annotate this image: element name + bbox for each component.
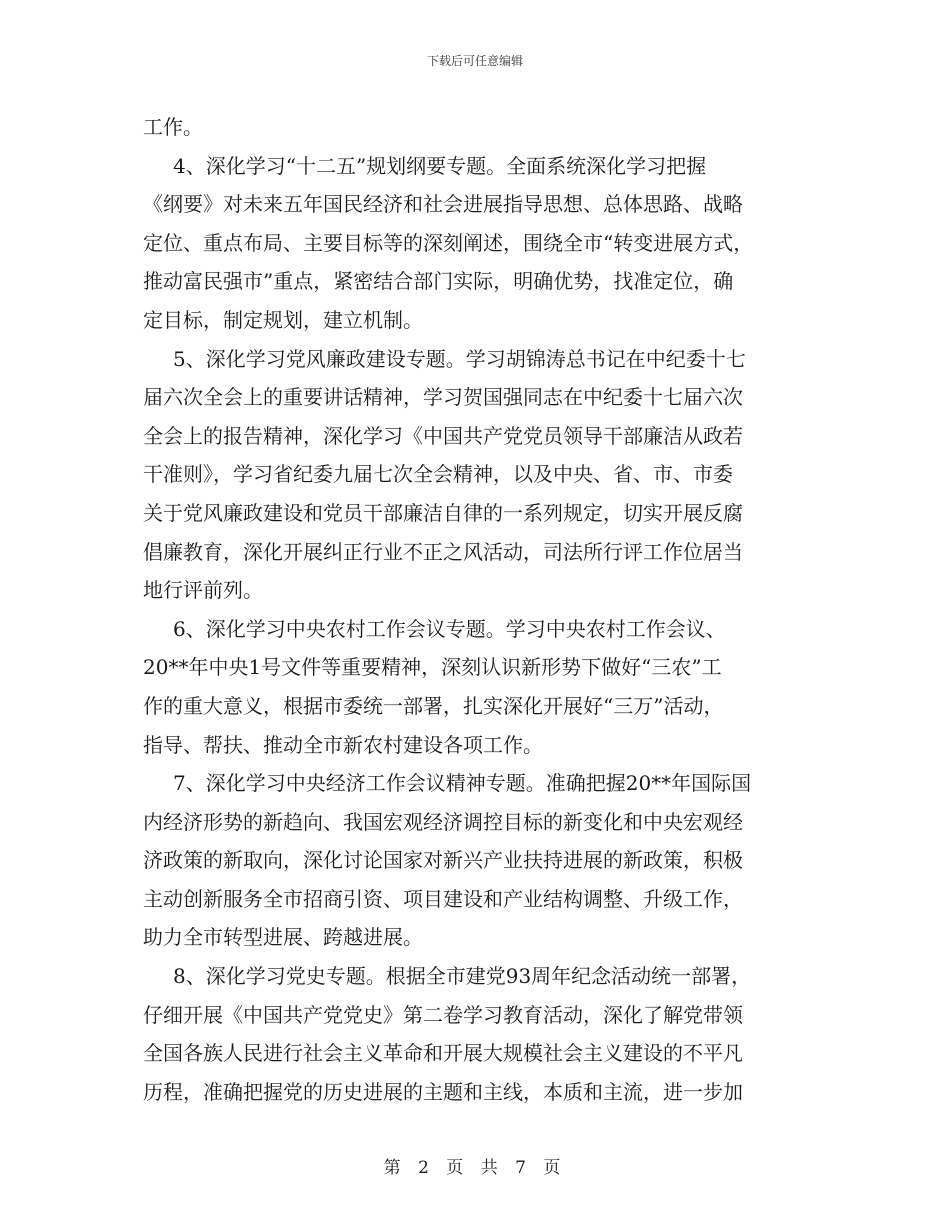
page-footer: 第 2 页 共 7 页 (383, 1158, 567, 1178)
text-line: 干准则》，学习省纪委九届七次全会精神，以及中央、省、市、市委 (143, 462, 733, 487)
text-line: 定位、重点布局、主要目标等的深刻阐述，围绕全市“转变进展方式， (143, 230, 754, 255)
text-line: 济政策的新取向，深化讨论国家对新兴产业扶持进展的新政策，积极 (143, 848, 743, 873)
text-line: 历程，准确把握党的历史进展的主题和主线，本质和主流，进一步加 (143, 1079, 743, 1104)
paragraph-first-line: 8、深化学习党史专题。根据全市建党93周年纪念活动统一部署， (173, 964, 752, 989)
paragraph-first-line: 5、深化学习党风廉政建设专题。学习胡锦涛总书记在中纪委十七 (173, 346, 746, 371)
text-line: 全会上的报告精神，深化学习《中国共产党党员领导干部廉洁从政若 (143, 423, 743, 448)
paragraph-first-line: 4、深化学习“十二五”规划纲要专题。全面系统深化学习把握 (173, 153, 707, 178)
text-line: 20**年中央1号文件等重要精神，深刻认识新形势下做好“三农”工 (143, 655, 722, 680)
text-line: 《纲要》对未来五年国民经济和社会进展指导思想、总体思路、战略 (143, 192, 743, 217)
text-line: 仔细开展《中国共产党党史》第二卷学习教育活动，深化了解党带领 (143, 1002, 743, 1027)
text-line: 指导、帮扶、推动全市新农村建设各项工作。 (143, 732, 543, 757)
text-line: 推动富民强市”重点，紧密结合部门实际，明确优势，找准定位，确 (143, 269, 734, 294)
page-header: 下载后可任意编辑 (426, 54, 523, 68)
text-line: 主动创新服务全市招商引资、项目建设和产业结构调整、升级工作， (143, 886, 743, 911)
paragraph-first-line: 7、深化学习中央经济工作会议精神专题。准确把握20**年国际国 (173, 771, 752, 796)
text-line: 届六次全会上的重要讲话精神，学习贺国强同志在中纪委十七届六次 (143, 385, 743, 410)
text-line: 作的重大意义，根据市委统一部署，扎实深化开展好“三万”活动， (143, 693, 724, 718)
text-line: 助力全市转型进展、跨越进展。 (143, 925, 423, 950)
paragraph-first-line: 6、深化学习中央农村工作会议专题。学习中央农村工作会议、 (173, 616, 726, 641)
text-line: 工作。 (143, 115, 203, 139)
text-line: 倡廉教育，深化开展纠正行业不正之风活动，司法所行评工作位居当 (143, 539, 743, 564)
text-line: 内经济形势的新趋向、我国宏观经济调控目标的新变化和中央宏观经 (143, 809, 743, 834)
text-line: 定目标，制定规划，建立机制。 (143, 307, 423, 332)
text-line: 全国各族人民进行社会主义革命和开展大规模社会主义建设的不平凡 (143, 1041, 743, 1066)
text-line: 地行评前列。 (143, 578, 263, 603)
text-line: 关于党风廉政建设和党员干部廉洁自律的一系列规定，切实开展反腐 (143, 500, 743, 525)
document-body (143, 108, 815, 1111)
